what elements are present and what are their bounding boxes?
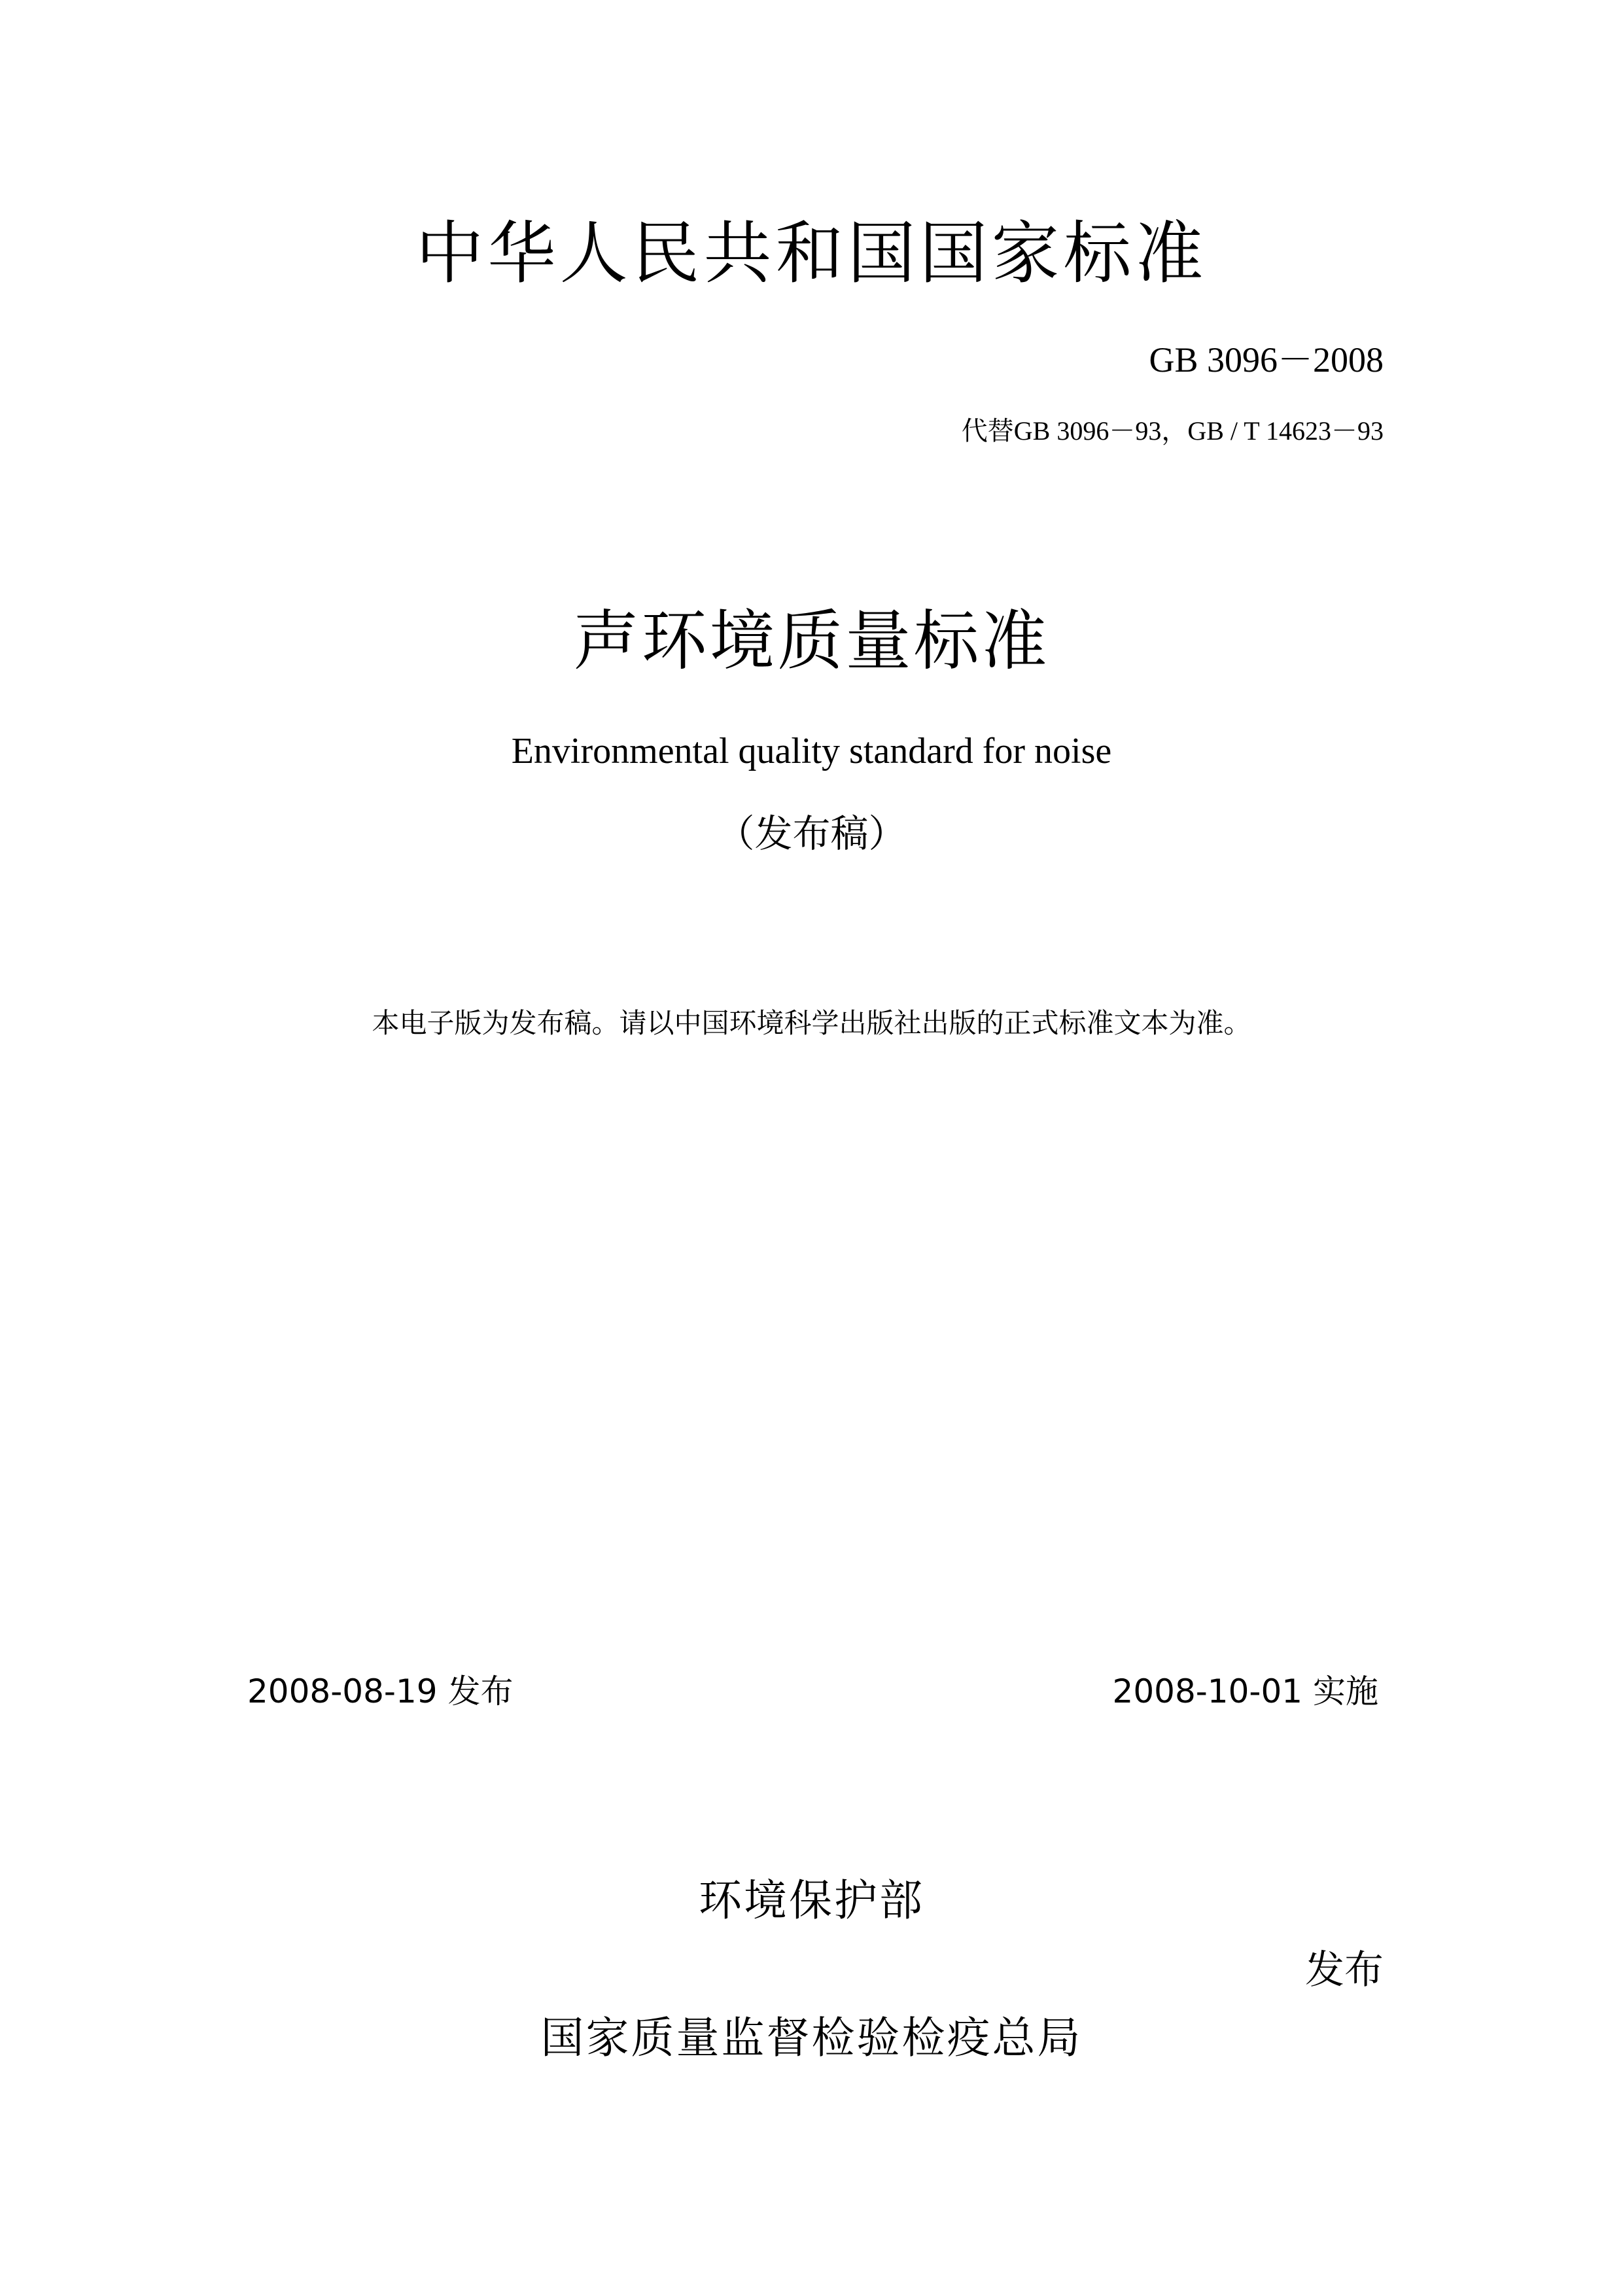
standard-number: GB 3096－2008: [1149, 340, 1384, 380]
replaces-standards: 代替GB 3096－93，GB / T 14623－93: [961, 416, 1384, 446]
issuing-agency-environment: 环境保护部: [699, 1875, 924, 1926]
national-standard-title: 中华人民共和国国家标准: [415, 213, 1208, 293]
issuing-agency-quality: 国家质量监督检验检疫总局: [540, 2013, 1083, 2063]
implementation-date: 2008-10-01 实施: [1112, 1672, 1378, 1710]
issue-word: 发布: [1305, 1947, 1384, 1993]
chinese-title: 声环境质量标准: [573, 603, 1050, 679]
draft-label: （发布稿）: [716, 813, 907, 855]
edition-notice: 本电子版为发布稿。请以中国环境科学出版社出版的正式标准文本为准。: [372, 1009, 1251, 1039]
issue-date: 2008-08-19 发布: [247, 1672, 514, 1710]
english-title: Environmental quality standard for noise: [511, 731, 1112, 771]
